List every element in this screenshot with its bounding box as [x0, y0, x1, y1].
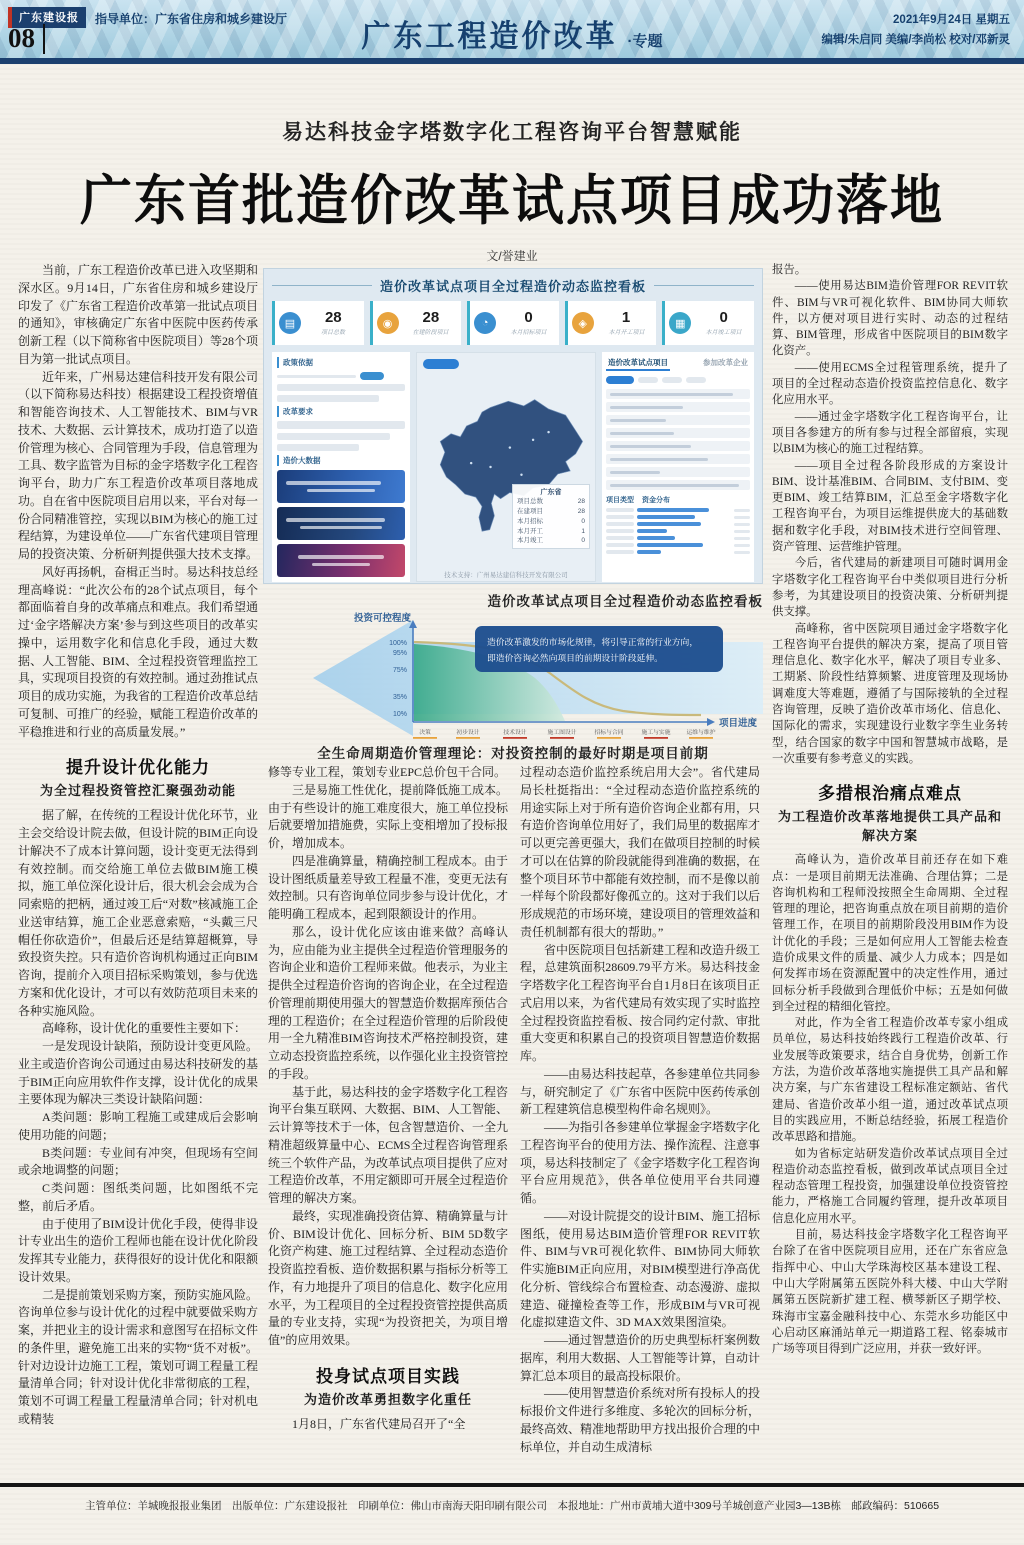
- byline: 文/誉建业: [486, 249, 538, 263]
- stat-card: [467, 301, 559, 345]
- paragraph: 一是发现设计缺陷，预防设计变更风险。业主或造价咨询公司通过由易达科技研发的基于BIM正向应用软件作支撑，设计优化的成果主要体现为解决三类设计缺陷问题：: [18, 1039, 258, 1107]
- stage-label: 运维与维护: [686, 730, 716, 736]
- paragraph: 近年来，广州易达建信科技开发有限公司（以下简称易达科技）根据建设工程投资增值和智能咨询技术、人工智能技术、BIM与VR技术、大数据、云计算技术，成功打造了以造价管理为核心、合同管理为手段，信息管理为工具、数字监管为目标的金字塔数字化工程咨询平台，助力广东工程造价改革项目落地成功。自在省中医院项目启用以来，平台对每一份合同精准管控，实现以BIM为核心的施工过程结算，为建设单位——广东省代建项目管理局的投资决策、分析研判提供强大技术支撑。: [18, 369, 258, 561]
- project-list-item: [606, 415, 750, 425]
- map-region-name: 广东省: [540, 489, 562, 497]
- paragraph: 四是准确算量，精确控制工程成本。由于设计图纸质量差导致工程量不准，变更无法有效控制。只有咨询单位同步参与设计优化，才能明确工程成本，起到限额设计的作用。: [268, 853, 508, 921]
- stage-label: 决策: [419, 730, 431, 736]
- dashboard-title: 造价改革试点项目全过程造价动态监控看板: [380, 279, 647, 294]
- annotation-line1: 造价改革激发的市场化规律，将引导正常的行业方向，: [487, 637, 699, 647]
- map-table-label: 本月招标: [517, 517, 543, 525]
- section-title: 提升设计优化能力: [66, 758, 210, 778]
- y-tick: 10%: [392, 711, 407, 718]
- y-tick: 95%: [392, 650, 407, 657]
- paper-name-badge: 广东建设报: [8, 7, 86, 28]
- lifecycle-chart-figure: [263, 612, 763, 744]
- paragraph: ——为指引各参建单位掌握金字塔数字化工程咨询平台的使用方法、操作流程、注意事项，易达科技制定了《金字塔数字化工程咨询平台应用规范》，供各单位使用平台共同遵循。: [520, 1120, 760, 1205]
- stat-label: 本月招标项目: [510, 328, 547, 336]
- stat-bar: [606, 508, 750, 512]
- paragraph: 目前，易达科技金字塔数字化工程咨询平台除了在省中医院项目应用，还在广东省应急指挥中心、中山大学珠海校区基本建设工程、中山大学附属第五医院外科大楼、中山大学附属第五医院新扩建工程、横琴新区子期学校、珠海市宝嘉金融科技中心、东莞水乡功能区中心启动区麻涌站单元一期道路工程、铭泰城市广场等项目得到广泛应用，并获一致好评。: [772, 1229, 1008, 1356]
- paragraph: 高峰称，省中医院项目通过金字塔数字化工程咨询平台提供的解决方案，提高了项目管理信息化、数字化水平，解决了项目专业多、工期紧、阶段性结算频繁、进度管理及现场协调难度大等难题，遵循了与国际接轨的全过程咨询管理，反映了造价改革市场化、信息化、国际化的需求，实现建设行业数字孪生业务转型，结合国家的数字中国和智慧城市战略，是一次重要有参考意义的实践。: [772, 622, 1008, 765]
- project-list-item: [606, 454, 750, 464]
- map-table-value: 28: [577, 498, 585, 506]
- stage-label: 施工图设计: [547, 730, 577, 736]
- tab-reform-companies: 参加改革企业: [703, 358, 748, 367]
- filter-chip-active: [606, 376, 634, 384]
- panel-section-title: 造价大数据: [277, 455, 405, 466]
- paragraph: 过程动态造价监控系统启用大会”。省代建局局长杜挺指出：“全过程动态造价监控系统的用途实际上对于所有造价咨询企业都有用，只有造价咨询单位用好了，我们局里的数据库才可以更完善更强大，我们在做项目控制的时候才可以在估算的阶段就能得到准确的数据，在整个项目环节中都能有效控制，而不是像以前一样每个阶段都好像孤立的。这对于我们以后形成规范的市场环境，建设项目的管理效益和责任机制都有很大的帮助。”: [520, 765, 760, 939]
- paragraph: 高峰称，设计优化的重要性主要如下：: [42, 1021, 247, 1036]
- stage-label: 初步设计: [456, 730, 480, 736]
- promo-banner: [277, 507, 405, 540]
- guide-unit-text: 指导单位：广东省住房和城乡建设厅: [95, 12, 288, 26]
- in-progress-icon: ◉: [377, 312, 399, 334]
- page-number: 08: [8, 24, 45, 54]
- paragraph: 当前，广东工程造价改革已进入攻坚期和深水区。9月14日，广东省住房和城乡建设厅印发了《广东省工程造价改革第一批试点项目的通知》，审核确定广东省中医院中医药传承创新工程（以下简称省中医院项目）等28个项目为第一批试点项目。: [18, 263, 258, 366]
- divider: [272, 285, 372, 286]
- text-placeholder: [277, 444, 359, 451]
- panel-section-title: 政策依据: [277, 357, 405, 368]
- stat-card: [565, 301, 657, 345]
- headline-kicker: 易达科技金字塔数字化工程咨询平台智慧赋能: [282, 121, 742, 144]
- stage-label: 技术设计: [503, 730, 527, 736]
- stat-label: 项目总数: [321, 328, 346, 336]
- project-list-item: [606, 402, 750, 412]
- text-placeholder: [277, 384, 405, 391]
- stat-bar: [606, 543, 750, 547]
- paragraph: 1月8日，广东省代建局召开了“全: [292, 1416, 466, 1431]
- project-list-item: [606, 467, 750, 477]
- promo-banner: [277, 470, 405, 503]
- text-placeholder: [277, 433, 390, 440]
- stat-label: 本月开工项目: [608, 328, 645, 336]
- section-title: 多措根治痛点难点: [818, 784, 962, 804]
- article-column-4: [772, 262, 1008, 1480]
- paragraph: 据了解，在传统的工程设计优化环节，业主会交给设计院去做，但设计院的BIM正向设计解决不了成本计算问题，设计变更无法得到有效控制。而交给施工单位去做BIM施工模拟，施工单位深化设计后，很大机会会成为合同索赔的把柄，通过竣工后“对数”核减施工企业送审结算，施工企业恶意索赔，“头戴三尺帽任你砍造价”，但最后还是结算超概算，导致投资失控。只有造价咨询机构通过正向BIM咨询，提前介入项目招标采购策划，参与优选方案和优化设计，才可以有效防范项目未来的各种实施风险。: [18, 808, 258, 1018]
- staff-line: 编辑/朱启同 美编/李尚松 校对/邓新灵: [821, 34, 1010, 47]
- article-column-2: [268, 764, 508, 1480]
- y-tick: 100%: [389, 640, 407, 647]
- lifecycle-chart: [263, 612, 763, 744]
- paragraph: ——项目全过程各阶段形成的方案设计BIM、设计基准BIM、合同BIM、支付BIM、变更BIM、竣工结算BIM，汇总至金字塔数字化工程咨询平台，为项目运维提供庞大的基础数据和数字化手段，对BIM技术进行空间管理、资产管理、运营维护管理。: [772, 459, 1008, 554]
- promo-banner: [277, 544, 405, 577]
- paragraph: ——由易达科技起草，各参建单位共同参与，研究制定了《广东省中医院中医药传承创新工程建筑信息模型构件命名规则》。: [520, 1066, 760, 1117]
- dashboard-body: [272, 352, 754, 582]
- stat-label: 本月竣工项目: [705, 328, 742, 336]
- stat-bar: [606, 515, 750, 519]
- map-table-value: 0: [581, 517, 585, 525]
- stat-value: 0: [524, 309, 533, 327]
- dashboard-left-panel: [272, 352, 410, 582]
- stage-label: 施工与实施: [641, 730, 671, 736]
- map-table-value: 28: [577, 508, 585, 515]
- edition-title: 广东工程造价改革: [361, 20, 618, 54]
- paragraph: 风好再扬帆，奋楫正当时。易达科技总经理高峰说：“此次公布的28个试点项目，每个都面临着自身的改革痛点和难点。我们希望通过‘金字塔解决方案’参与到这些项目的改革实操中，运用数字化和信息化手段，通过大数据、人工智能、BIM、全过程投资管理监控工具，实现项目投资的有效控制。通过劲推试点项目的成功实施，为我省的工程造价改革总结可复制、可推广的经验，赋能工程造价改革的平稳推进和行业的高质量发展。”: [18, 564, 258, 739]
- y-tick: 75%: [392, 667, 407, 674]
- chart-caption: 全生命周期造价管理理论：对投资控制的最好时期是项目前期: [317, 746, 709, 761]
- x-axis-label: 项目进度: [719, 718, 758, 729]
- filter-chip: [662, 377, 682, 383]
- started-icon: ◈: [572, 312, 594, 334]
- stat-value: 28: [422, 309, 440, 327]
- masthead-meta: [822, 10, 1010, 50]
- project-list-item: [606, 480, 750, 490]
- stat-bar: [606, 536, 750, 540]
- map-table-label: 本月开工: [517, 527, 543, 535]
- paragraph: ——使用易达BIM造价管理FOR REVIT软件、BIM与VR可视化软件、BIM协同大师软件，以方便对项目进行实时、动态的过程结算、BIM管理，形成省中医院项目的BIM数字化资产。: [772, 280, 1008, 358]
- project-count-icon: ▤: [279, 312, 301, 334]
- paragraph: ——通过金字塔数字化工程咨询平台，让项目各参建方的所有参与过程全部留痕，实现以BIM为核心的施工过程结算。: [772, 410, 1008, 456]
- paragraph: ——对设计院提交的设计BIM、施工招标图纸，使用易达BIM造价管理FOR REVIT软件、BIM与VR可视化软件、BIM协同大师软件实施BIM正向应用，对BIM模型进行净高优化分析、管线综合布置检查、动态漫游、虚拟建造、碰撞检查等工作，形成BIM与VR可视化虚拟建造文件、3D MAX效果图渲染。: [520, 1208, 760, 1330]
- stat-cards: [272, 301, 754, 345]
- section-subtitle: 为造价改革勇担数字化重任: [303, 1391, 472, 1407]
- stat-bar: [606, 522, 750, 526]
- article-column-3: [520, 764, 760, 1480]
- stat-card: [272, 301, 364, 345]
- section-title: 投身试点项目实践: [316, 1366, 460, 1386]
- stat-bar: [606, 529, 750, 533]
- stat-label: 在建阶段项目: [412, 328, 449, 336]
- page-footer: [0, 1483, 1024, 1513]
- subpanel-tab-funds: 资金分布: [642, 497, 670, 504]
- filter-chip: [686, 377, 706, 383]
- stat-value: 1: [621, 309, 631, 327]
- paragraph: ——使用ECMS全过程管理系统，提升了项目的全过程动态造价投资监控信息化、数字化应用水平。: [772, 361, 1008, 407]
- dashboard-right-panel: [602, 352, 754, 582]
- section-subtitle: 为全过程投资管控汇聚强劲动能: [39, 783, 236, 799]
- paragraph: 今后，省代建局的新建项目可随时调用金字塔数字化工程咨询平台中类似项目进行分析参考，为其建设项目的投资决策、分析研判提供支撑。: [772, 557, 1008, 619]
- paragraph: 省中医院项目包括新建工程和改造升级工程，总建筑面积28609.79平方米。易达科技金字塔数字化工程咨询平台自1月8日在该项目正式启用以来，为省代建局有效实现了实时监控全过程投资监控看板、按合同约定付款、审批重大变更和积累自己的投资项目智慧造价数据库。: [520, 942, 760, 1063]
- project-list-item: [606, 428, 750, 438]
- filter-chip: [638, 377, 658, 383]
- stat-value: 28: [324, 309, 342, 327]
- paragraph: 如为省标定站研发造价改革试点项目全过程造价动态监控看板，做到改革试点项目全过程动态管理工程投资，加强建设单位投资管控能力，严格施工合同履约管理，提升改革项目信息化应用水平。: [772, 1147, 1008, 1225]
- map-table-label: 项目总数: [517, 498, 543, 506]
- paragraph: 由于使用了BIM设计优化手段，使得非设计专业出生的造价工程师也能在设计优化阶段发挥其专业能力，获得很好的设计优化和限额设计效果。: [18, 1216, 258, 1284]
- map-table-label: 本月竣工: [517, 537, 543, 545]
- paragraph: 高峰认为，造价改革目前还存在如下难点：一是项目前期无法准确、合理估算；二是咨询机构和工程师没按照全生命周期、全过程管理的理论，把咨询重点放在项目前期的造价管理工作，在项目的前期阶段没用BIM作为设计优化的手段；三是如何应用人工智能去检查造价成果文件的质量、减少人力成本；四是如何发挥市场在资源配置中的决定性作用，通过回标分析手段做到合理低价中标；五是如何做到全过程的精细化管控。: [772, 854, 1008, 1013]
- text-placeholder: [277, 421, 405, 428]
- paragraph: A类问题：影响工程施工或建成后会影响使用功能的问题；: [18, 1110, 258, 1142]
- completed-icon: ▦: [669, 312, 691, 334]
- subpanel-tab-type: 项目类型: [606, 497, 634, 504]
- paragraph: 三是易施工性优化，提前降低施工成本。由于有些设计的施工难度很大，施工单位投标后就要增加措施费，实际上变相增加了投标报价，增加成本。: [268, 782, 508, 850]
- filter-chips: [606, 376, 750, 384]
- paragraph: ——使用智慧造价系统对所有投标人的投标报价文件进行多维度、多轮次的回标分析，最终高效、精准地帮助甲方找出报价合理的中标单位，并自动生成清标: [520, 1386, 760, 1454]
- paragraph: 最终，实现准确投资估算、精确算量与计价、BIM设计优化、回标分析、BIM 5D数字化资产构建、施工过程结算、全过程动态造价投资监控看板、造价数据积累与指标分析等工作，有力地提升了项目的信息化、数字化应用水平，为工程项目的全过程投资管控提供高质量的专业支持，实现“为投资把关，为项目增值”的应用效果。: [268, 1208, 508, 1347]
- masthead: [0, 0, 1024, 64]
- annotation-box: [475, 626, 723, 672]
- paragraph: C类问题：图纸类问题，比如图纸不完整，前后矛盾。: [18, 1181, 258, 1213]
- tab-pilot-projects: 造价改革试点项目: [606, 356, 670, 371]
- page-title: 广东首批造价改革试点项目成功落地: [79, 172, 944, 232]
- paragraph: 基于此，易达科技的金字塔数字化工程咨询平台集互联网、大数据、BIM、人工智能、云计算等技术于一体，包含智慧造价、一全九精准超级算量中心、ECMS全过程咨询管理系统三个软件产品，为改革试点项目提供了应对工程造价改革，不用定额即可开展全过程造价管理的解决方案。: [268, 1084, 508, 1205]
- y-axis-label: 投资可控程度: [353, 613, 411, 624]
- text-placeholder: [277, 395, 379, 402]
- stage-label: 招标与合同: [594, 730, 624, 736]
- panel-section-title: 改革要求: [277, 406, 405, 417]
- paragraph: B类问题：专业间有冲突，但现场有空间或余地调整的问题；: [18, 1145, 258, 1178]
- section-subtitle: 为工程造价改革落地提供工具产品和解决方案: [777, 809, 1002, 844]
- project-list-item: [606, 441, 750, 451]
- paragraph: 二是提前策划采购方案，预防实施风险。咨询单位参与设计优化的过程中就要做采购方案，并把业主的设计需求和意图写在招标文件的条件里，避免施工出来的实物“货不对板”。针对边设计边施工工程，策划可调工程量工程量清单合同；针对设计优化非常彻底的工程，策划不可调工程量工程量清单合同；针对机电或精装: [18, 1287, 258, 1426]
- paragraph: ——通过智慧造价的历史典型标杆案例数据库，利用大数据、人工智能等计算，自动计算汇总本项目的最高投标限价。: [520, 1333, 760, 1383]
- date-line: 2021年9月24日 星期五: [893, 14, 1010, 26]
- map-table-label: 在建项目: [517, 508, 543, 515]
- stat-bar: [606, 550, 750, 554]
- divider: [654, 285, 754, 286]
- guangdong-map-panel: [416, 352, 596, 582]
- text-placeholder: [277, 375, 356, 378]
- dashboard-figure: [263, 268, 763, 584]
- headline-block: [0, 116, 1024, 264]
- paragraph: 对此，作为全省工程造价改革专家小组成员单位，易达科技始终践行工程造价改革、行业发展等政策要求，结合自身优势，创新工作方法，为造价改革落地实施提供工具产品和解决方案，与广东省建设工程标准定额站、省代建局、省造价改革小组一道，通过改革试点项目的实践应用，不断总结经验，拓展工程造价改革思路和措施。: [772, 1017, 1008, 1144]
- map-credit-line: 技术支持：广州易达建信科技开发有限公司: [444, 572, 568, 579]
- stat-value: 0: [719, 309, 728, 327]
- dashboard-title-row: [272, 276, 754, 295]
- map-table-value: 0: [581, 537, 585, 545]
- stat-card: [370, 301, 462, 345]
- map-region-table: [512, 484, 590, 549]
- annotation-line2: 即造价咨询必然向项目的前期设计阶段延伸。: [487, 653, 663, 663]
- bidding-icon: ◔: [474, 312, 496, 334]
- edition-tag: ·专题: [627, 33, 663, 50]
- map-table-value: 1: [581, 527, 585, 535]
- article-column-1: [18, 262, 258, 1480]
- project-list-item: [606, 389, 750, 399]
- paragraph: 报告。: [772, 264, 807, 276]
- more-button: [360, 372, 384, 380]
- stat-card: [662, 301, 754, 345]
- map-view-pill: [423, 359, 459, 369]
- paragraph: 修等专业工程，策划专业EPC总价包干合同。: [268, 765, 507, 779]
- y-tick: 35%: [392, 694, 407, 701]
- dashboard-caption: 造价改革试点项目全过程造价动态监控看板: [487, 594, 763, 609]
- footer-text: 主管单位：羊城晚报报业集团 出版单位：广东建设报社 印刷单位：佛山市南海天阳印刷有限公司 本报地址：广州市黄埔大道中309号羊城创意产业园3—13B栋 邮政编码：510665: [84, 1500, 940, 1512]
- paragraph: 那么，设计优化应该由谁来做？高峰认为，应由能为业主提供全过程造价管理服务的咨询企业和造价工程师来做。他表示，为业主提供全过程造价咨询的咨询企业，在全过程造价管理前期使用强大的智慧造价数据库预估合理的工程造价；在全过程造价管理的后阶段使用一全九精准BIM咨询技术严格控制投资，建立动态投资监控系统，以作强化业主投资管控的手段。: [268, 924, 508, 1081]
